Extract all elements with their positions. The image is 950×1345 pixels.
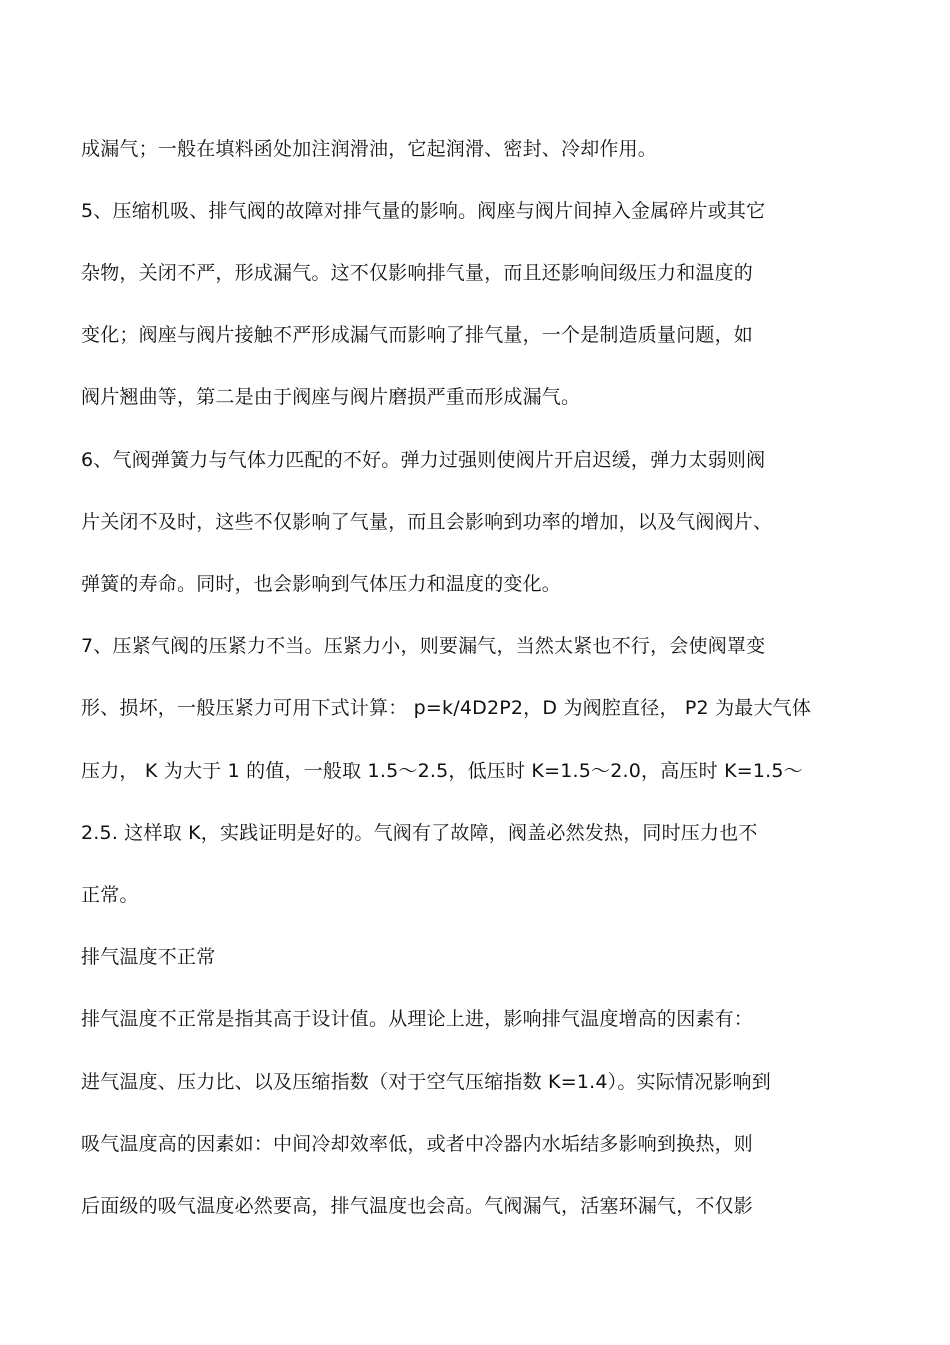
text-line: 进气温度、压力比、以及压缩指数（对于空气压缩指数 K=1.4）。实际情况影响到 xyxy=(81,1071,771,1093)
text-line: 6、气阀弹簧力与气体力匹配的不好。弹力过强则使阀片开启迟缓，弹力太弱则阀 xyxy=(81,449,766,471)
text-line: 形、损坏，一般压紧力可用下式计算： p=k/4D2P2，D 为阀腔直径， P2 为最大气体 xyxy=(81,697,812,719)
text-line: 弹簧的寿命。同时，也会影响到气体压力和温度的变化。 xyxy=(81,573,562,595)
text-line: 2.5. 这样取 K，实践证明是好的。气阀有了故障，阀盖必然发热，同时压力也不 xyxy=(81,822,758,844)
text-line: 5、压缩机吸、排气阀的故障对排气量的影响。阀座与阀片间掉入金属碎片或其它 xyxy=(81,200,766,222)
text-line: 7、压紧气阀的压紧力不当。压紧力小，则要漏气，当然太紧也不行，会使阀罩变 xyxy=(81,635,766,657)
text-line: 压力， K 为大于 1 的值，一般取 1.5～2.5，低压时 K=1.5～2.0，高压时 K=1.5～ xyxy=(81,760,803,782)
text-line: 正常。 xyxy=(81,884,139,906)
text-line: 后面级的吸气温度必然要高，排气温度也会高。气阀漏气，活塞环漏气，不仅影 xyxy=(81,1195,754,1217)
section-heading: 排气温度不正常 xyxy=(81,946,216,968)
text-line: 杂物，关闭不严，形成漏气。这不仅影响排气量，而且还影响间级压力和温度的 xyxy=(81,262,754,284)
text-line: 阀片翘曲等，第二是由于阀座与阀片磨损严重而形成漏气。 xyxy=(81,386,581,408)
text-line: 排气温度不正常是指其高于设计值。从理论上进，影响排气温度增高的因素有： xyxy=(81,1008,754,1030)
text-line: 吸气温度高的因素如：中间冷却效率低，或者中冷器内水垢结多影响到换热，则 xyxy=(81,1133,754,1155)
text-line: 变化；阀座与阀片接触不严形成漏气而影响了排气量，一个是制造质量问题，如 xyxy=(81,324,754,346)
text-line: 片关闭不及时，这些不仅影响了气量，而且会影响到功率的增加，以及气阀阀片、 xyxy=(81,511,773,533)
text-line: 成漏气；一般在填料函处加注润滑油，它起润滑、密封、冷却作用。 xyxy=(81,138,658,160)
